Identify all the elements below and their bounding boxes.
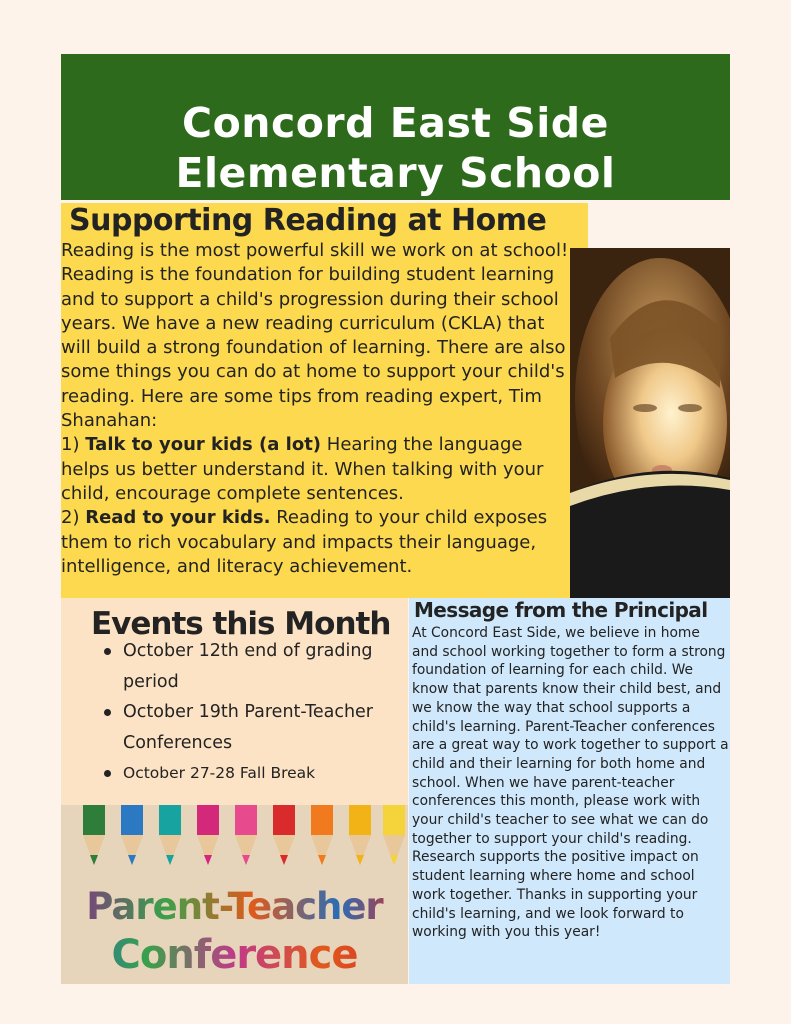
events-list bbox=[101, 636, 401, 789]
page-title bbox=[176, 98, 616, 198]
tip1-number: 1) bbox=[61, 434, 80, 456]
principal-body: At Concord East Side, we believe in home and school working together to form a strong foundation of learning for each child. We know that parents know their child best, and we know the way that school supports a child's learning. Parent-Teacher conferences are a great way to work together to support a child and their learning for both home and school. When we have parent-teacher conferences this month, please work with your child's teacher to see what we can do together to support your child's reading. Research supports the positive impact on student learning where home and school work together. Thanks in supporting your child's learning, and we look forward to working with you this year! bbox=[412, 625, 729, 941]
events-section bbox=[61, 598, 408, 805]
events-heading: Events this Month bbox=[91, 606, 391, 642]
tip2-number: 2) bbox=[61, 507, 80, 529]
child-reading-illustration bbox=[570, 248, 730, 598]
tip1-text: Hearing the language helps us better understand it. When talking with your child, encourage complete sentences. bbox=[61, 434, 544, 504]
reading-heading: Supporting Reading at Home bbox=[69, 203, 547, 238]
parent-teacher-conference-image bbox=[61, 805, 408, 984]
child-reading-photo bbox=[570, 248, 730, 598]
event-item: October 27-28 Fall Break bbox=[101, 758, 401, 789]
tip2-text: Reading to your child exposes them to rich vocabulary and impacts their language, intelligence, and literacy achievement. bbox=[61, 507, 548, 577]
reading-body bbox=[61, 239, 573, 579]
tip1-heading: Talk to your kids (a lot) bbox=[85, 434, 322, 456]
ptc-image-line-1: Parent-Teacher bbox=[61, 885, 408, 928]
tip2-heading: Read to your kids. bbox=[85, 507, 271, 529]
principal-heading: Message from the Principal bbox=[414, 598, 708, 622]
event-item: October 19th Parent-Teacher Conferences bbox=[101, 697, 401, 758]
title-line-2: Elementary School bbox=[175, 149, 616, 197]
header-banner bbox=[61, 54, 730, 200]
ptc-image-line-2: Conference bbox=[61, 932, 408, 978]
event-item: October 12th end of grading period bbox=[101, 636, 401, 697]
reading-intro: Reading is the most powerful skill we work on at school! Reading is the foundation for building student learning and to support a child's progression during their school years. We have a new reading curriculum (CKLA) that will build a strong foundation of learning. There are also some things you can do at home to support your child's reading. Here are some tips from reading expert, Tim Shanahan: bbox=[61, 240, 569, 432]
reading-section bbox=[61, 203, 588, 598]
principal-message-section bbox=[409, 598, 730, 984]
title-line-1: Concord East Side bbox=[182, 99, 609, 147]
